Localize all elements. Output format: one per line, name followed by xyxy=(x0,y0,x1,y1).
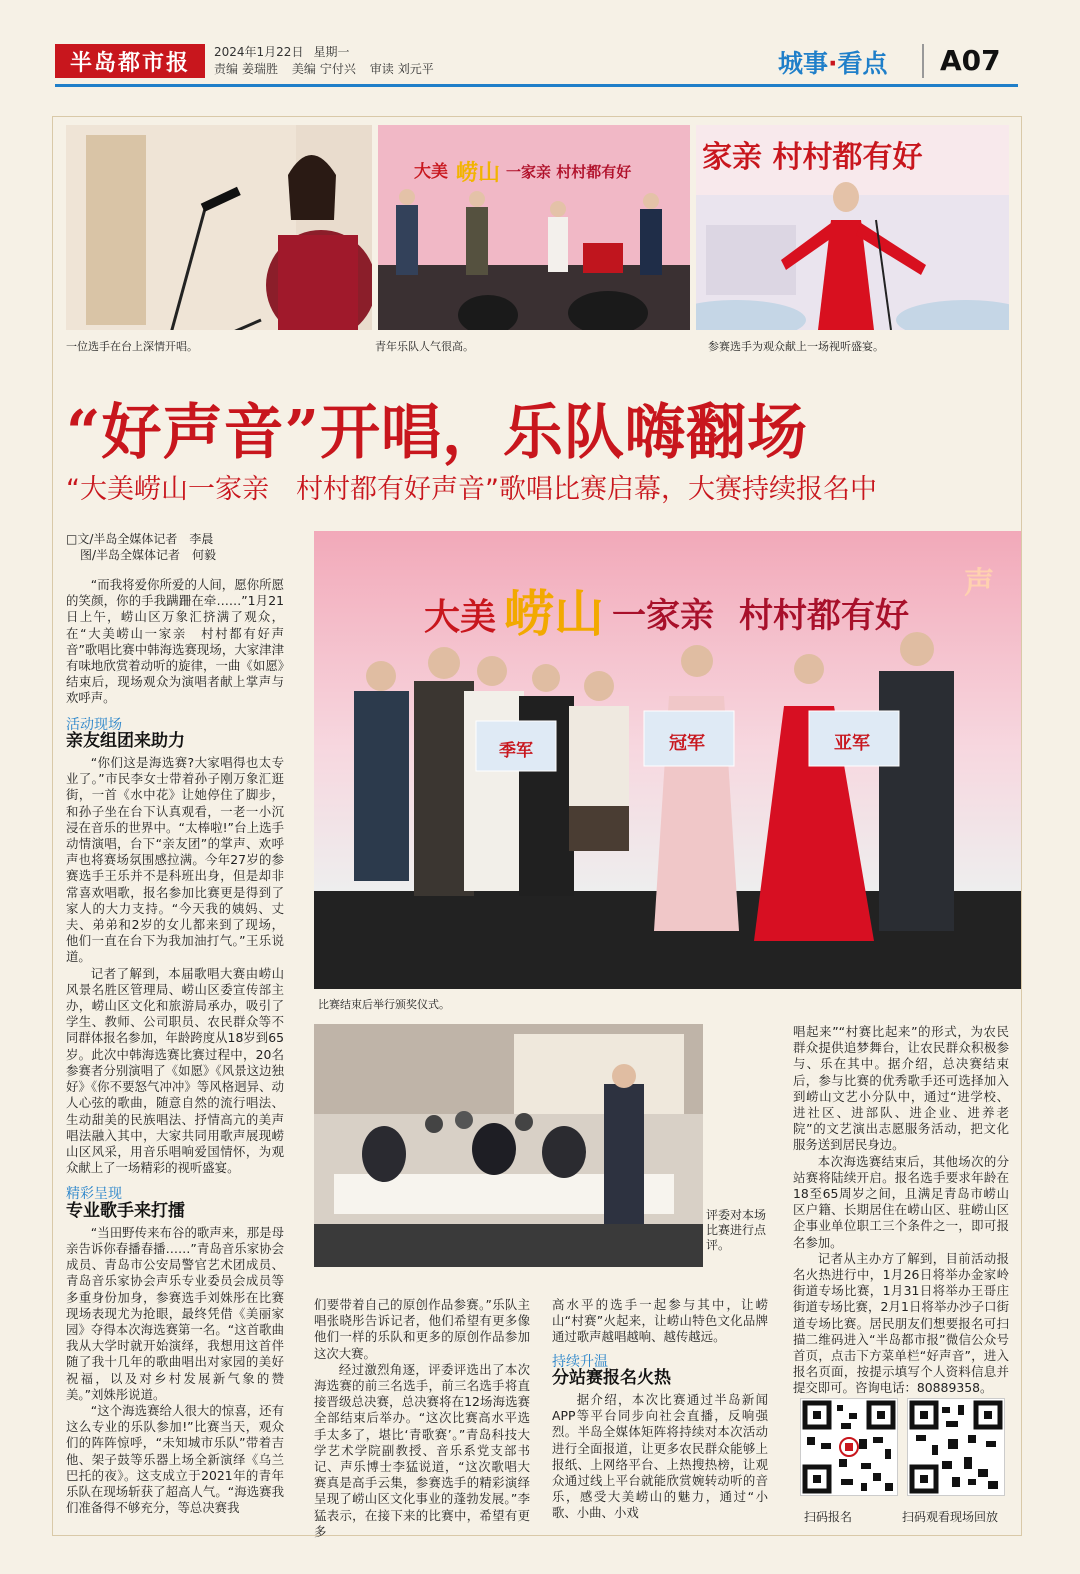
photo-band xyxy=(378,125,690,330)
svg-text:大美: 大美 xyxy=(414,162,448,182)
svg-text:声: 声 xyxy=(964,566,994,601)
subheadline: “大美崂山一家亲 村村都有好声音”歌唱比赛启幕，大赛持续报名中 xyxy=(66,474,877,505)
header-rule xyxy=(55,84,1018,87)
qr-code-register[interactable] xyxy=(800,1398,898,1496)
column-2 xyxy=(314,1297,530,1540)
section-2-paragraph-1: “当田野传来布谷的歌声来，那是母亲告诉你春播春播……”青岛音乐家协会成员、青岛市公安局警官艺术团成员、青岛音乐家协会声乐专业委员会成员等多重身份加身，参赛选手刘姝彤在比赛现场表现尤为抢眼，最终凭借《美丽家园》夺得本次海选赛第一名。“这首歌曲我从大学时就开始演绎，我想用这首伴随了我十几年的歌曲唱出对家园的美好祝福，以及对乡村发展新气象的赞美。”刘姝彤说道。 xyxy=(66,1224,284,1402)
lead-paragraph: “而我将爱你所爱的人间，愿你所愿的笑颜，你的手我蹒跚在牵……”1月21日上午，崂山区万象汇挤满了观众，在“大美崂山一家亲 村村都有好声音”歌唱比赛中韩海选赛现场，大家津津有味地欣赏着动听的旋律，一曲《如愿》结束后，现场观众为演唱者献上掌声与欢呼声。 xyxy=(66,577,284,706)
editor-name: 姜瑞胜 xyxy=(242,62,279,76)
photo-caption-1: 一位选手在台上深情开唱。 xyxy=(66,340,198,353)
section-1-paragraph-1: “你们这是海选赛?大家唱得也太专业了。”市民李女士带着孙子刚万象汇逛街，一首《水中花》让她停住了脚步，和孙子坐在台下认真观看，一老一小沉浸在音乐的世界中。“太棒啦!”台上选手动情演唱，台下“亲友团”的掌声、欢呼声也将赛场氛围感拉满。今年27岁的参赛选手王乐并不是科班出身，但是却非常喜欢唱歌，报名参加比赛更是得到了家人的大力支持。“今天我的姨妈、丈夫、弟弟和2岁的女儿都来到了现场，他们一直在台下为我加油打气。”王乐说道。 xyxy=(66,755,284,965)
svg-text:大美: 大美 xyxy=(424,597,497,638)
photo-singer-red xyxy=(696,125,1009,330)
band-illustration xyxy=(378,125,690,330)
main-photo-caption: 比赛结束后举行颁奖仪式。 xyxy=(318,998,450,1011)
qr-pattern-replay xyxy=(908,1399,1004,1495)
proof-label: 审读 xyxy=(369,62,394,76)
column-4-paragraph-0: 唱起来”“村赛比起来”的形式，为农民群众提供追梦舞台，让农民群众积极参与、乐在其中。据介绍，总决赛结束后，参与比赛的优秀歌手还可选择加入到崂山文艺小分队中，通过“进学校、进社区、进部队、进企业、进养老院”的文艺演出志愿服务活动，把文化服务送到居民身边。 xyxy=(793,1024,1009,1153)
qr-pattern-register xyxy=(801,1399,897,1495)
column-4 xyxy=(793,1024,1009,1397)
column-3 xyxy=(552,1297,768,1522)
svg-text:崂山: 崂山 xyxy=(456,161,501,186)
section-1-paragraph-2: 记者了解到，本届歌唱大赛由崂山风景名胜区管理局、崂山区委宣传部主办，崂山区文化和旅游局承办，吸引了学生、教师、公司职员、农民群众等不同群体报名参加，年龄跨度从18岁到65岁。此次中韩海选赛比赛过程中，20名参赛者分别演唱了《如愿》《风景这边独好》《你不要怒气冲冲》等风格迥异、动人心弦的歌曲，随意自然的流行唱法、生动甜美的民族唱法、抒情高亢的美声唱法融入其中，大家共同用歌声展现崂山区风采，用音乐唱响爱国情怀，为观众献上了一场精彩的视听盛宴。 xyxy=(66,965,284,1176)
proofreader-name: 刘元平 xyxy=(397,62,434,76)
ceremony-illustration xyxy=(314,531,1021,989)
header-separator xyxy=(922,44,924,78)
svg-text:一家亲: 一家亲 xyxy=(612,596,714,636)
card-champion: 冠军 xyxy=(669,733,705,754)
judges-caption-text: 评委对本场比赛进行点评。 xyxy=(706,1208,767,1252)
headline: “好声音”开唱，乐队嗨翻场 xyxy=(66,398,809,468)
section-right: 看点 xyxy=(837,49,888,78)
svg-text:家亲 村村都有好: 家亲 村村都有好 xyxy=(702,140,923,175)
card-runner-up: 亚军 xyxy=(834,733,870,754)
judges-photo-caption xyxy=(706,1208,766,1253)
qr-label-register: 扫码报名 xyxy=(804,1510,853,1524)
designer-name: 宁付兴 xyxy=(319,62,356,76)
editor-label: 责编 xyxy=(214,62,239,76)
photo-caption-2: 青年乐队人气很高。 xyxy=(375,340,474,353)
column-3-paragraph-1: 高水平的选手一起参与其中，让崂山“村赛”火起来，让崂山特色文化品牌通过歌声越唱越响、越传越远。 xyxy=(552,1297,768,1345)
column-1 xyxy=(66,531,284,1516)
column-2-paragraph-2: 经过激烈角逐，评委评选出了本次海选赛的前三名选手，前三名选手将直接晋级总决赛，总决赛将在12场海选赛全部结束后举办。“这次比赛高水平选手太多了，堪比‘青歌赛’。”青岛科技大学艺术学院副教授、音乐系党支部书记、声乐博士李猛说道，“这次歌唱大赛真是高手云集，参赛选手的精彩演绎呈现了崂山区文化事业的蓬勃发展。”李猛表示，在接下来的比赛中，希望有更多 xyxy=(314,1361,530,1539)
section-3-title: 分站赛报名火热 xyxy=(552,1367,671,1388)
section-3-paragraph-1: 据介绍，本次比赛通过半岛新闻APP等平台同步向社会直播，反响强烈。半岛全媒体矩阵将持续对本次活动进行全面报道，让更多农民群众能够上报纸、上网络平台、上热搜热榜，让观众通过线上平台就能欣赏婉转动听的音乐，感受大美崂山的魅力，通过“小歌、小曲、小戏 xyxy=(552,1392,768,1521)
column-4-paragraph-1: 本次海选赛结束后，其他场次的分站赛将陆续开启。报名选手要求年龄在18至65周岁之间，且满足青岛市崂山区户籍、长期居住在崂山区、驻崂山区企事业单位职工三个条件之一，即可报名参加。 xyxy=(793,1153,1009,1250)
byline-photo: 图/半岛全媒体记者 何毅 xyxy=(80,548,217,562)
byline-writer: □文/半岛全媒体记者 李晨 xyxy=(66,532,214,546)
issue-weekday: 星期一 xyxy=(313,45,350,59)
photo-judges xyxy=(314,1024,703,1267)
header-meta xyxy=(214,44,444,78)
column-2-paragraph-1: 们要带着自己的原创作品参赛。”乐队主唱张晓彤告诉记者，他们希望有更多像他们一样的乐队和更多的原创作品参加这次大赛。 xyxy=(314,1297,530,1361)
masthead-logo: 半岛都市报 xyxy=(55,44,205,78)
section-2-paragraph-2: “这个海选赛给人很大的惊喜，还有这么专业的乐队参加!”比赛当天，观众们的阵阵惊呼，“未知城市乐队”带着吉他、架子鼓等乐器上场全新演绎《乌兰巴托的夜》。这支成立于2021年的青年乐队在现场斩获了超高人气。“海选赛我们准备得不够充分，等总决赛我 xyxy=(66,1402,284,1516)
section-left: 城事 xyxy=(778,49,829,78)
section-3-kicker: 持续升温 xyxy=(552,1353,608,1370)
judges-illustration xyxy=(314,1024,703,1267)
section-1-title: 亲友组团来助力 xyxy=(66,730,185,751)
card-third: 季军 xyxy=(499,741,533,761)
photo-caption-3: 参赛选手为观众献上一场视听盛宴。 xyxy=(708,340,884,353)
photo-award-ceremony xyxy=(314,531,1021,989)
section-2-title: 专业歌手来打擂 xyxy=(66,1200,185,1221)
qr-label-replay: 扫码观看现场回放 xyxy=(902,1510,999,1524)
section-dot: · xyxy=(828,49,838,78)
section-label xyxy=(778,44,888,80)
designer-label: 美编 xyxy=(291,62,316,76)
section-2-kicker: 精彩呈现 xyxy=(66,1186,122,1203)
svg-text:村村都有好: 村村都有好 xyxy=(739,596,909,636)
section-1-kicker: 活动现场 xyxy=(66,716,122,733)
photo-singer-mic xyxy=(66,125,372,330)
page-number: A07 xyxy=(940,44,1001,77)
issue-date: 2024年1月22日 xyxy=(214,45,304,59)
column-4-paragraph-2: 记者从主办方了解到，目前活动报名火热进行中，1月26日将举办金家岭街道专场比赛，1月31日将举办王哥庄街道专场比赛，2月1日将举办沙子口街道专场比赛。居民朋友们想要报名可扫描二维码进入“半岛都市报”微信公众号首页，点击下方菜单栏“好声音”，进入报名页面，按提示填写个人资料信息并提交即可。咨询电话：80889358。 xyxy=(793,1250,1009,1396)
svg-text:崂山: 崂山 xyxy=(504,585,604,643)
singer-illustration xyxy=(66,125,372,330)
red-dress-illustration xyxy=(696,125,1009,330)
svg-text:一家亲 村村都有好: 一家亲 村村都有好 xyxy=(506,163,632,181)
qr-code-replay[interactable] xyxy=(907,1398,1005,1496)
